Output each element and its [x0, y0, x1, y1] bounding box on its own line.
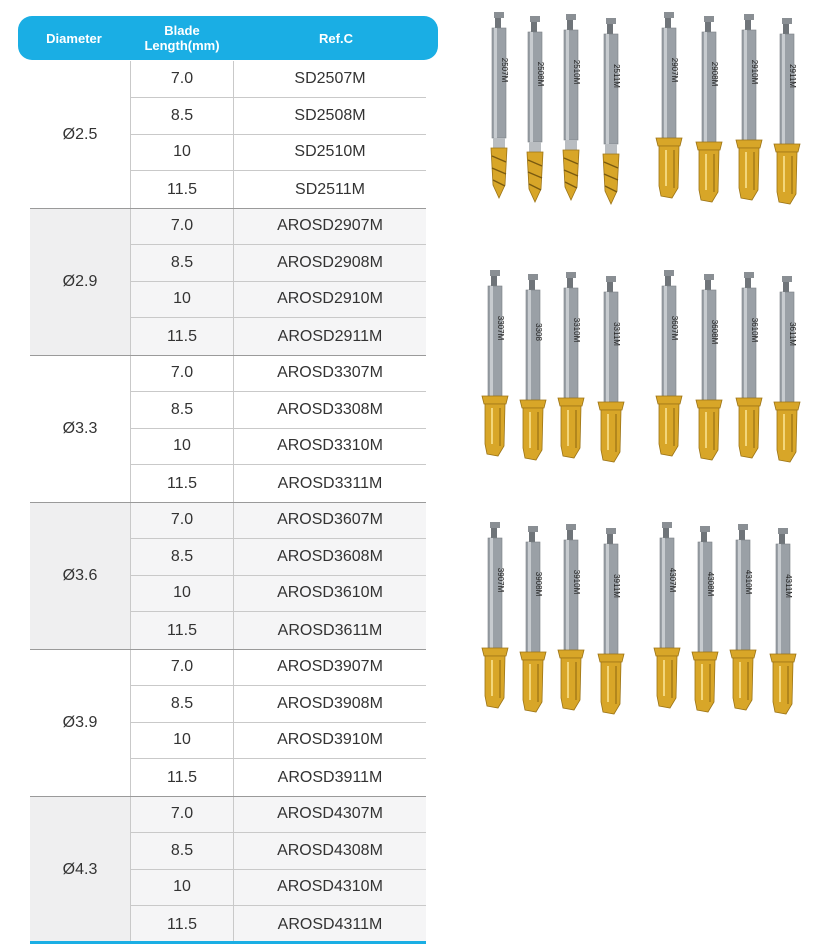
drill-size-label: 2511M: [612, 64, 621, 88]
blade-length-cell: 7.0: [131, 796, 234, 832]
drill-size-label: 3610M: [750, 317, 759, 343]
table-row: [131, 61, 426, 98]
table-row: [131, 282, 426, 319]
diameter-cell: Ø2.9: [30, 208, 131, 355]
table-row: [131, 833, 426, 870]
blade-length-cell: 10: [131, 723, 234, 759]
table-row: [131, 245, 426, 282]
diameter-cell: Ø3.6: [30, 502, 131, 649]
blade-length-cell: 8.5: [131, 539, 234, 575]
table-row: [131, 612, 426, 649]
group-divider: [30, 796, 426, 797]
blade-length-cell: 10: [131, 576, 234, 612]
drill-bit-image: [732, 270, 768, 485]
table-row: [131, 429, 426, 466]
group-divider: [30, 502, 426, 503]
ref-code-cell: AROSD3910M: [277, 731, 383, 749]
drill-bit-image: [766, 526, 802, 741]
blade-length-cell: 7.0: [131, 355, 234, 391]
ref-code-cell: AROSD4307M: [277, 804, 383, 822]
ref-code-cell: AROSD2911M: [277, 327, 383, 345]
blade-length-cell: 11.5: [131, 612, 234, 649]
blade-length-cell: 10: [131, 429, 234, 465]
table-row: [131, 796, 426, 833]
drill-bit-image: [688, 524, 724, 739]
diameter-cell: Ø4.3: [30, 796, 131, 943]
ref-code-cell: AROSD3610M: [277, 584, 383, 602]
table-row: [131, 465, 426, 502]
blade-length-cell: 7.0: [131, 61, 234, 97]
drill-bit-image: [554, 12, 590, 227]
drill-bit-image: [518, 14, 554, 229]
drill-bit-image: [726, 522, 762, 737]
ref-code-cell: AROSD3907M: [277, 657, 383, 675]
drill-size-label: 3911M: [612, 574, 621, 598]
blade-length-cell: 8.5: [131, 686, 234, 722]
table-row: [131, 135, 426, 172]
drill-bit-image: [692, 14, 728, 229]
drill-bit-image: [594, 526, 630, 741]
drill-size-label: 3311M: [612, 322, 621, 346]
table-row: [131, 870, 426, 907]
ref-code-cell: AROSD3310M: [277, 437, 383, 455]
drill-bit-image: [692, 272, 728, 487]
drill-size-label: 2510M: [572, 59, 581, 85]
header-diameter: Diameter: [46, 30, 102, 46]
ref-code-cell: AROSD3611M: [277, 621, 383, 639]
drill-bit-image: [770, 274, 806, 489]
drill-size-label: 2508M: [536, 61, 545, 87]
blade-length-cell: 7.0: [131, 208, 234, 244]
blade-length-cell: 11.5: [131, 906, 234, 943]
drill-bit-image: [770, 16, 806, 231]
drill-size-label: 3908M: [534, 571, 543, 597]
diameter-cell: Ø2.5: [30, 61, 131, 208]
blade-length-cell: 11.5: [131, 171, 234, 208]
diameter-group: [30, 61, 426, 208]
drill-size-label: 3910M: [572, 569, 581, 595]
blade-length-cell: 8.5: [131, 98, 234, 134]
group-divider: [30, 649, 426, 650]
table-row: [131, 539, 426, 576]
ref-code-cell: AROSD4308M: [277, 841, 383, 859]
group-divider: [30, 208, 426, 209]
ref-code-cell: SD2508M: [294, 106, 366, 124]
table-row: [131, 906, 426, 943]
diameter-group: [30, 649, 426, 796]
ref-code-cell: AROSD3307M: [277, 363, 383, 381]
header-blade-line1: Blade: [164, 23, 200, 38]
blade-length-cell: 8.5: [131, 245, 234, 281]
ref-code-cell: AROSD3308M: [277, 400, 383, 418]
blade-length-cell: 11.5: [131, 318, 234, 355]
drill-bit-image: [554, 270, 590, 485]
header-blade-length: [130, 16, 234, 60]
diameter-group: [30, 208, 426, 355]
header-ref: Ref.C: [319, 30, 353, 46]
blade-length-cell: 11.5: [131, 465, 234, 502]
table-row: [131, 318, 426, 355]
drill-bit-image: [652, 268, 688, 483]
drill-size-label: 2507M: [500, 57, 509, 83]
drill-size-label: 2908M: [710, 61, 719, 87]
ref-code-cell: AROSD3608M: [277, 547, 383, 565]
table-row: [131, 576, 426, 613]
table-row: [131, 686, 426, 723]
ref-code-cell: SD2510M: [294, 143, 366, 161]
drill-bit-image: [732, 12, 768, 227]
ref-code-cell: AROSD2907M: [277, 216, 383, 234]
table-row: [131, 759, 426, 796]
blade-length-cell: 10: [131, 135, 234, 171]
drill-bit-image: [516, 524, 552, 739]
drill-bit-image: [478, 268, 514, 483]
drill-size-label: 4307M: [668, 567, 677, 593]
drill-size-label: 3907M: [496, 567, 505, 593]
diameter-cell: Ø3.9: [30, 649, 131, 796]
drill-size-label: 3308: [534, 323, 543, 341]
ref-code-cell: AROSD4311M: [277, 915, 383, 933]
drill-bit-image: [482, 10, 518, 225]
drill-size-label: 3310M: [572, 317, 581, 343]
drill-bit-image: [594, 16, 630, 231]
blade-length-cell: 7.0: [131, 502, 234, 538]
blade-length-cell: 10: [131, 282, 234, 318]
drill-size-label: 2911M: [788, 64, 797, 88]
table-header: [18, 16, 438, 60]
ref-code-cell: AROSD3911M: [277, 768, 383, 786]
blade-length-cell: 10: [131, 870, 234, 906]
drill-size-label: 4308M: [706, 571, 715, 597]
drill-bit-image: [650, 520, 686, 735]
drill-size-label: 3608M: [710, 319, 719, 345]
ref-code-cell: AROSD2908M: [277, 253, 383, 271]
drill-size-label: 4311M: [784, 574, 793, 598]
drill-bit-image: [652, 10, 688, 225]
drill-size-label: 3307M: [496, 315, 505, 341]
drill-size-label: 2910M: [750, 59, 759, 85]
drill-bit-image: [478, 520, 514, 735]
blade-length-cell: 11.5: [131, 759, 234, 796]
table-row: [131, 355, 426, 392]
table-row: [131, 98, 426, 135]
ref-code-cell: AROSD2910M: [277, 290, 383, 308]
diameter-group: [30, 796, 426, 943]
ref-code-cell: SD2511M: [295, 180, 365, 198]
ref-code-cell: AROSD3908M: [277, 694, 383, 712]
table-row: [131, 392, 426, 429]
ref-code-cell: AROSD3311M: [277, 474, 383, 492]
diameter-cell: Ø3.3: [30, 355, 131, 502]
ref-code-cell: AROSD4310M: [277, 878, 383, 896]
table-row: [131, 208, 426, 245]
drill-bit-image: [516, 272, 552, 487]
drill-bit-image: [554, 522, 590, 737]
table-row: [131, 723, 426, 760]
ref-code-cell: AROSD3607M: [277, 510, 383, 528]
group-divider: [30, 355, 426, 356]
diameter-group: [30, 355, 426, 502]
drill-size-label: 3611M: [788, 322, 797, 346]
blade-length-cell: 8.5: [131, 392, 234, 428]
table-row: [131, 171, 426, 208]
drill-size-label: 3607M: [670, 315, 679, 341]
drill-bit-image: [594, 274, 630, 489]
table-bottom-rule: [30, 941, 426, 944]
drill-size-label: 4310M: [744, 569, 753, 595]
drill-size-label: 2907M: [670, 57, 679, 83]
ref-code-cell: SD2507M: [294, 69, 366, 87]
diameter-group: [30, 502, 426, 649]
header-blade-line2: Length(mm): [144, 38, 220, 53]
blade-length-cell: 7.0: [131, 649, 234, 685]
blade-length-cell: 8.5: [131, 833, 234, 869]
table-row: [131, 649, 426, 686]
table-row: [131, 502, 426, 539]
